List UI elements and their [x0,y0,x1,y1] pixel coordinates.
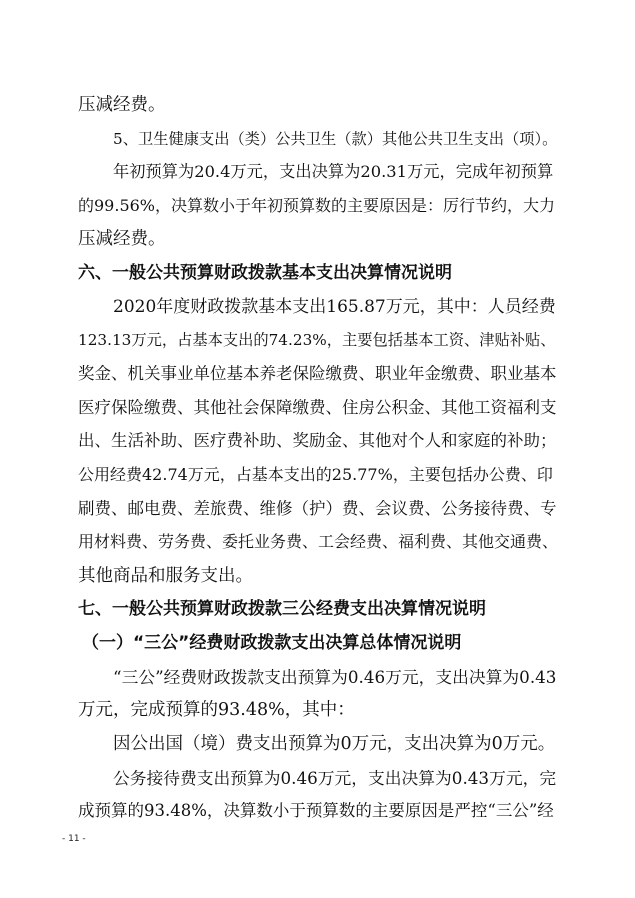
paragraph-line: 年初预算为20.4万元，支出决算为20.31万元，完成年初预算 [113,162,554,181]
section-heading-6: 六、一般公共预算财政拨款基本支出决算情况说明 [78,263,452,283]
paragraph-line: 其他商品和服务支出。 [78,566,253,586]
paragraph-line: 医疗保险缴费、其他社会保障缴费、住房公积金、其他工资福利支 [78,398,557,417]
paragraph-line: 公务接待费支出预算为0.46万元，支出决算为0.43万元，完 [113,768,557,788]
paragraph-line: 用材料费、劳务费、委托业务费、工会经费、福利费、其他交通费、 [78,532,559,551]
paragraph-line: 刷费、邮电费、差旅费、维修（护）费、会议费、公务接待费、专 [78,499,557,518]
paragraph-line: 2020年度财政拨款基本支出165.87万元，其中：人员经费 [113,297,556,317]
paragraph-line: 成预算的93.48%，决算数小于预算数的主要原因是严控“三公”经 [78,801,554,820]
paragraph-line: 压减经费。 [78,95,166,115]
section-heading-7: 七、一般公共预算财政拨款三公经费支出决算情况说明 [78,599,486,619]
paragraph-line: “三公”经费财政拨款支出预算为0.46万元，支出决算为0.43 [113,667,557,687]
subsection-heading-1: （一）“三公”经费财政拨款支出决算总体情况说明 [82,633,462,653]
paragraph-line: 123.13万元，占基本支出的74.23%，主要包括基本工资、津贴补贴、 [78,331,556,349]
paragraph-line: 5、卫生健康支出（类）公共卫生（款）其他公共卫生支出（项）。 [113,130,558,148]
paragraph-line: 奖金、机关事业单位基本养老保险缴费、职业年金缴费、职业基本 [78,364,557,383]
paragraph-line: 的99.56%，决算数小于年初预算数的主要原因是：厉行节约，大力 [78,196,556,215]
paragraph-line: 压减经费。 [78,229,166,249]
paragraph-line: 出、生活补助、医疗费补助、奖励金、其他对个人和家庭的补助； [78,431,557,450]
page-number: - 11 - [62,834,86,844]
paragraph-line: 公用经费42.74万元，占基本支出的25.77%，主要包括办公费、印 [78,465,553,484]
paragraph-line: 因公出国（境）费支出预算为0万元，支出决算为0万元。 [113,734,556,754]
paragraph-line: 万元，完成预算的93.48%，其中： [78,700,355,720]
